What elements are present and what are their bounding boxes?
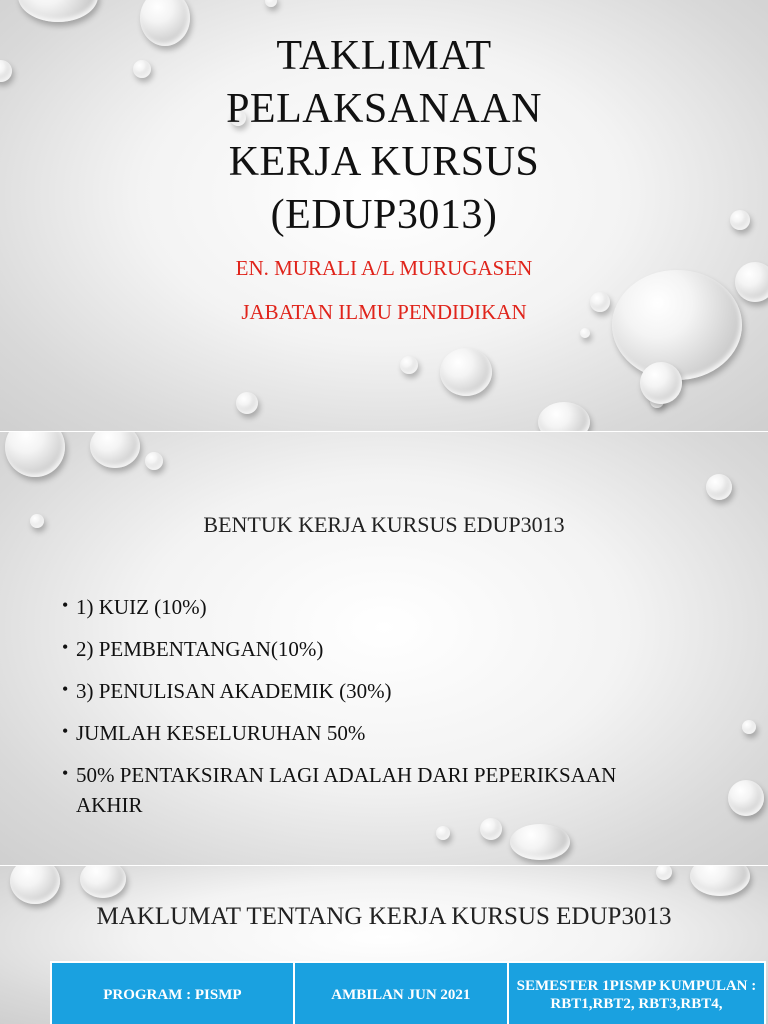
water-drop-decoration [742, 720, 756, 734]
table-row [51, 962, 765, 1024]
list-item: • 2) PEMBENTANGAN(10%) [62, 634, 622, 664]
water-drop-decoration [656, 866, 672, 880]
water-drop-decoration [728, 780, 764, 816]
title-line: (EDUP3013) [270, 192, 498, 238]
water-drop-decoration [706, 474, 732, 500]
info-slide [0, 866, 768, 1024]
list-item: • 3) PENULISAN AKADEMIK (30%) [62, 676, 622, 706]
slide-heading: BENTUK KERJA KURSUS EDUP3013 [203, 512, 565, 537]
table-cell-intake: AMBILAN JUN 2021 [294, 962, 508, 1024]
slide-heading: MAKLUMAT TENTANG KERJA KURSUS EDUP3013 [96, 903, 672, 930]
slide-title [0, 30, 768, 242]
water-drop-decoration [538, 402, 590, 432]
water-drop-decoration [18, 0, 98, 22]
water-drop-decoration [80, 866, 126, 898]
coursework-list [62, 592, 622, 832]
water-drop-decoration [90, 432, 140, 468]
title-slide [0, 0, 768, 432]
water-drop-decoration [690, 866, 750, 896]
title-line: KERJA KURSUS [228, 139, 540, 185]
title-line: TAKLIMAT [276, 33, 492, 79]
water-drop-decoration [612, 270, 742, 380]
water-drop-decoration [265, 0, 277, 7]
water-drop-decoration [640, 362, 682, 404]
list-item: • 50% PENTAKSIRAN LAGI ADALAH DARI PEPERIKSAAN AKHIR [62, 760, 622, 820]
title-line: PELAKSANAAN [226, 86, 542, 132]
list-item: • JUMLAH KESELURUHAN 50% [62, 718, 622, 748]
water-drop-decoration [236, 392, 258, 414]
water-drop-decoration [5, 432, 65, 477]
presenter-name: EN. MURALI A/L MURUGASEN [235, 256, 533, 280]
course-info-table [50, 961, 766, 1024]
water-drop-decoration [400, 356, 418, 374]
table-cell-program: PROGRAM : PISMP [51, 962, 294, 1024]
content-slide [0, 432, 768, 866]
water-drop-decoration [10, 866, 60, 904]
department-name: JABATAN ILMU PENDIDIKAN [241, 300, 527, 324]
water-drop-decoration [440, 348, 492, 396]
table-cell-semester: SEMESTER 1PISMP KUMPULAN : RBT1,RBT2, RBT3,RBT4, [508, 962, 765, 1024]
list-item: • 1) KUIZ (10%) [62, 592, 622, 622]
water-drop-decoration [145, 452, 163, 470]
water-drop-decoration [580, 328, 590, 338]
